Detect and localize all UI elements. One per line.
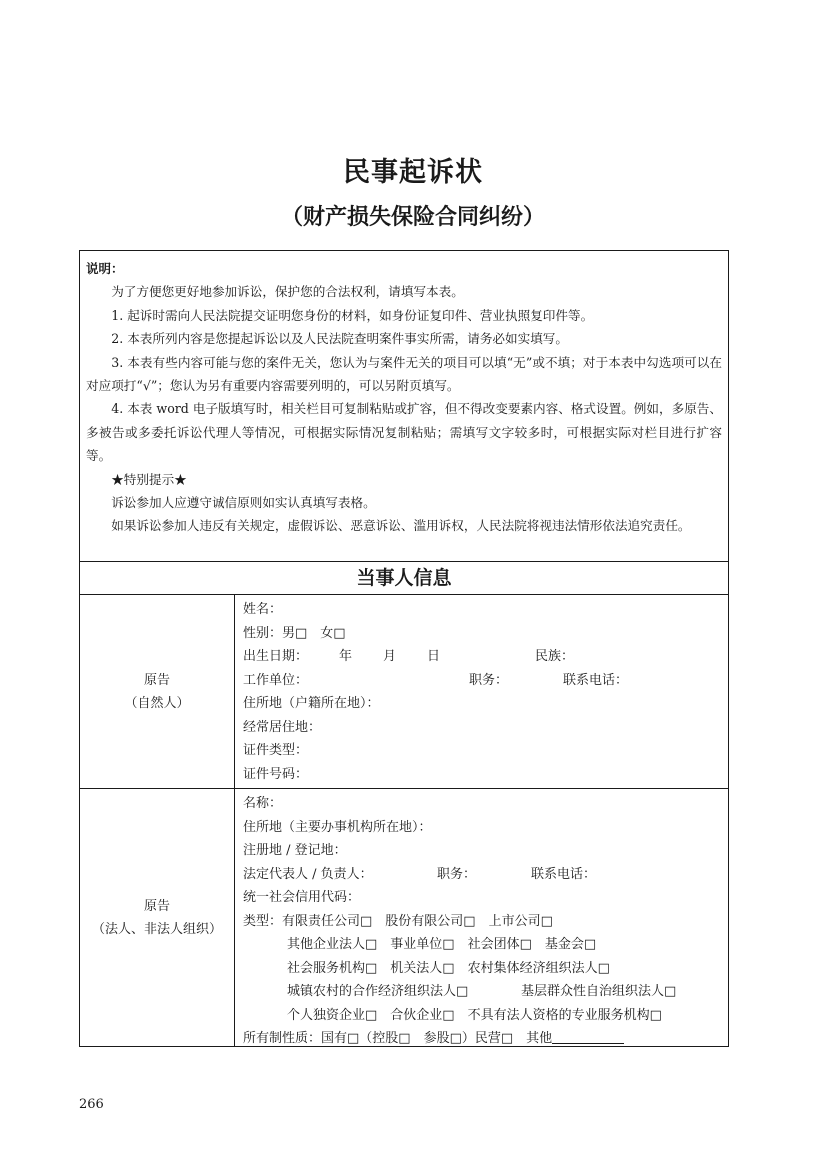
residence-field[interactable]: 经常居住地：	[243, 719, 322, 735]
form-table	[79, 250, 729, 1047]
plaintiff-legal-entity-row	[80, 789, 728, 1046]
phone-label: 联系电话：	[531, 866, 597, 882]
plaintiff-natural-fields	[235, 595, 728, 786]
position-label: 职务：	[437, 866, 477, 882]
representative-field[interactable]	[243, 863, 728, 887]
plaintiff-label: 原告	[143, 672, 170, 688]
name-field[interactable]: 姓名：	[243, 602, 283, 617]
entity-type-options[interactable]: 其他企业法人□ 事业单位□ 社会团体□ 基金会□	[287, 937, 597, 952]
entity-type-options[interactable]: 个人独资企业□ 合伙企业□ 不具有法人资格的专业服务机构□	[287, 1007, 662, 1023]
natural-person-label: （自然人）	[124, 695, 190, 711]
instruction-paragraph: 诉讼参加人应遵守诚信原则如实认真填写表格。	[111, 495, 376, 511]
entity-domicile-field[interactable]: 住所地（主要办事机构所在地）：	[243, 819, 432, 835]
plaintiff-natural-person-row	[80, 595, 728, 789]
entity-type-options[interactable]	[243, 980, 728, 1004]
representative-label: 法定代表人 / 负责人：	[243, 866, 373, 882]
grassroots-org-option[interactable]: 基层群众性自治组织法人□	[521, 984, 677, 999]
instruction-paragraph: 1. 起诉时需向人民法院提交证明您身份的材料，如身份证复印件、营业执照复印件等。	[111, 307, 594, 323]
instruction-paragraph: 2. 本表所列内容是您提起诉讼以及人民法院查明案件事实所需，请务必如实填写。	[111, 331, 568, 347]
year-label: 年	[339, 649, 353, 664]
domicile-field[interactable]: 住所地（户籍所在地）：	[243, 696, 380, 711]
phone-label: 联系电话：	[563, 672, 629, 688]
ownership-field[interactable]	[243, 1027, 728, 1051]
ethnicity-label: 民族：	[535, 649, 575, 664]
birth-date-field[interactable]	[243, 645, 728, 669]
day-label: 日	[427, 649, 441, 664]
month-label: 月	[383, 649, 397, 664]
entity-name-field[interactable]: 名称：	[243, 796, 283, 811]
instruction-paragraph: 4. 本表 word 电子版填写时，相关栏目可复制粘贴或扩容，但不得改变要素内容、格式设置。例如，多原告、多被告或多委托诉讼代理人等情况，可根据实际情况复制粘贴；需填写文字较多时，可根据实际对栏目进行扩容等。	[86, 401, 722, 464]
id-number-field[interactable]: 证件号码：	[243, 766, 309, 782]
ownership-options[interactable]: 所有制性质：国有□（控股□ 参股□）民营□ 其他	[243, 1031, 553, 1046]
party-info-heading: 当事人信息	[80, 562, 728, 595]
special-notice-heading: ★特别提示★	[111, 471, 187, 487]
instructions-label: 说明：	[86, 261, 124, 276]
legal-entity-label: （法人、非法人组织）	[91, 921, 222, 937]
document-subtitle: （财产损失保险合同纠纷）	[280, 205, 545, 230]
credit-code-field[interactable]: 统一社会信用代码：	[243, 890, 361, 905]
page-number: 266	[79, 1097, 104, 1112]
gender-field[interactable]: 性别：男□ 女□	[243, 625, 346, 641]
plaintiff-natural-label	[80, 595, 235, 788]
birth-date-label: 出生日期：	[243, 649, 309, 664]
plaintiff-legal-label	[80, 789, 235, 1046]
id-type-field[interactable]: 证件类型：	[243, 743, 309, 758]
entity-type-options[interactable]: 社会服务机构□ 机关法人□ 农村集体经济组织法人□	[287, 960, 610, 976]
position-label: 职务：	[469, 672, 509, 688]
entity-type-options[interactable]: 类型：有限责任公司□ 股份有限公司□ 上市公司□	[243, 913, 553, 929]
employer-label: 工作单位：	[243, 672, 309, 688]
registration-field[interactable]: 注册地 / 登记地：	[243, 843, 347, 858]
plaintiff-label: 原告	[143, 898, 170, 914]
instructions-section	[80, 251, 728, 562]
instruction-paragraph: 为了方便您更好地参加诉讼，保护您的合法权利，请填写本表。	[111, 284, 464, 300]
employer-field[interactable]	[243, 669, 728, 693]
document-title: 民事起诉状	[343, 157, 483, 188]
cooperative-option[interactable]: 城镇农村的合作经济组织法人□	[287, 984, 469, 999]
other-blank-line[interactable]	[552, 1029, 624, 1044]
plaintiff-legal-fields	[235, 789, 728, 1051]
instruction-paragraph: 如果诉讼参加人违反有关规定，虚假诉讼、恶意诉讼、滥用诉权，人民法院将视违法情形依法追究责任。	[111, 518, 691, 534]
instruction-paragraph: 3. 本表有些内容可能与您的案件无关，您认为与案件无关的项目可以填“无”或不填；对于本表中勾选项可以在对应项打“√”；您认为另有重要内容需要列明的，可以另附页填写。	[86, 354, 722, 394]
